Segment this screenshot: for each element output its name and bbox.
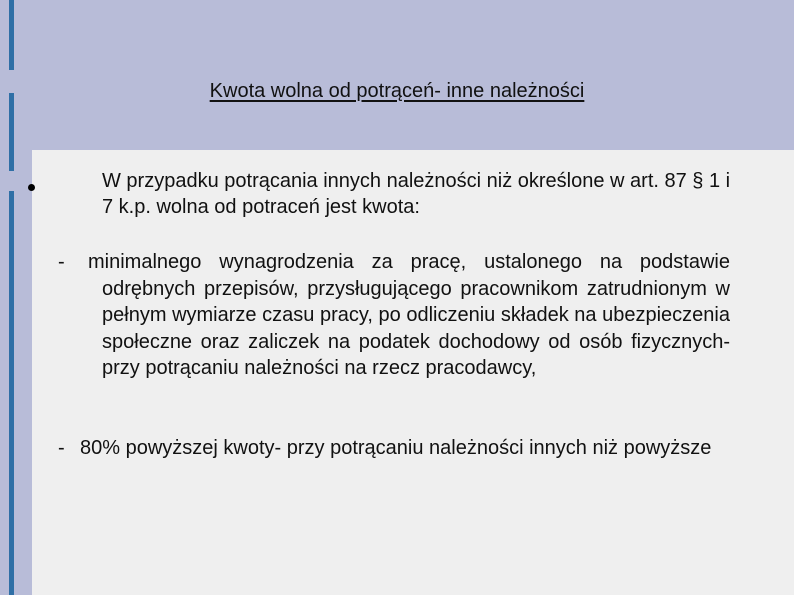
accent-bar-top	[9, 0, 14, 70]
slide-title: Kwota wolna od potrąceń- inne należności	[209, 80, 585, 102]
dash-item-eighty-percent	[60, 435, 730, 462]
bullet-text: W przypadku potrącania innych należności niż określone w art. 87 § 1 i 7 k.p. wolna od potraceń jest kwota:	[102, 170, 731, 218]
accent-bar-bottom	[9, 191, 14, 595]
dash-mark: -	[58, 251, 65, 273]
dash-item-minimal-wage	[60, 249, 730, 382]
accent-bar-middle	[9, 93, 14, 171]
bullet-dot-icon	[28, 184, 35, 191]
dash-item-text: 80% powyższej kwoty- przy potrącaniu należności innych niż powyższe	[80, 437, 712, 459]
dash-mark: -	[58, 437, 65, 459]
dash-item-text: minimalnego wynagrodzenia za pracę, ustalonego na podstawie odrębnych przepisów, przysługującego pracownikom zatrudnionym w pełnym wymiarze czasu pracy, po odliczeniu składek na ubezpieczenia społeczne oraz zaliczek na podatek dochodowy od osób fizycznych- przy potrącaniu należności na rzecz pracodawcy,	[88, 251, 730, 379]
